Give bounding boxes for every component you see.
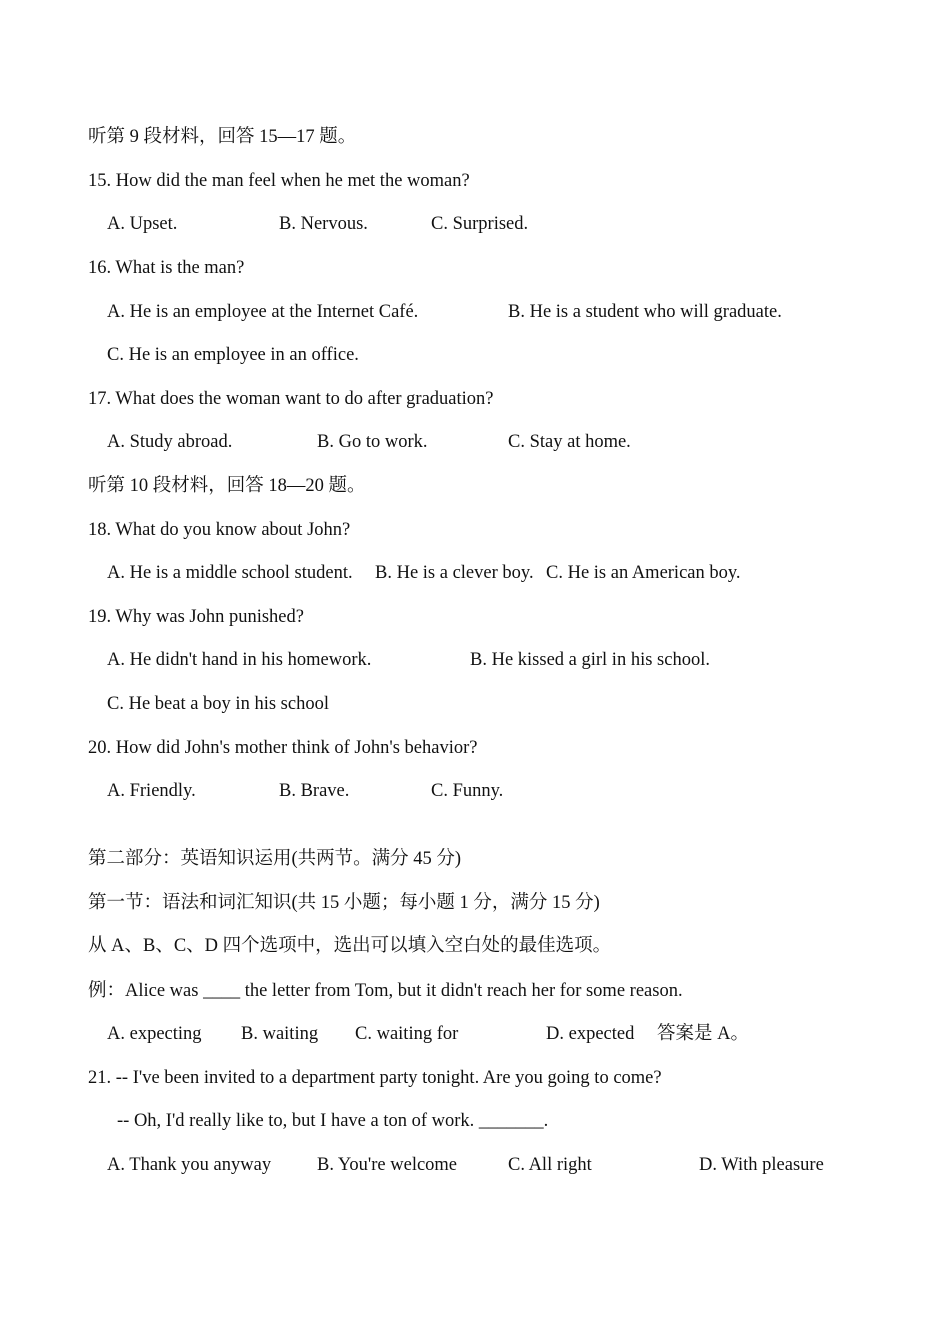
q17-option-a: A. Study abroad. [107,432,233,452]
q19-option-a: A. He didn't hand in his homework. [107,650,372,670]
question-17-stem: 17. What does the woman want to do after graduation? [88,389,494,409]
q17-option-c: C. Stay at home. [508,432,631,452]
section9-heading: 听第 9 段材料，回答 15—17 题。 [88,127,357,147]
q19-option-b: B. He kissed a girl in his school. [470,650,710,670]
q20-option-c: C. Funny. [431,781,504,801]
example-answer: 答案是 A。 [657,1024,749,1044]
example-stem: 例：Alice was ____ the letter from Tom, but it didn't reach her for some reason. [88,981,683,1001]
part2-section1-heading: 第一节：语法和词汇知识(共 15 小题；每小题 1 分，满分 15 分) [88,893,600,913]
question-18-stem: 18. What do you know about John? [88,520,351,540]
question-20-stem: 20. How did John's mother think of John's behavior? [88,738,478,758]
question-16-stem: 16. What is the man? [88,258,245,278]
q15-option-c: C. Surprised. [431,214,529,234]
q21-option-a: A. Thank you anyway [107,1155,272,1175]
q18-option-a: A. He is a middle school student. [107,563,353,583]
q16-option-c: C. He is an employee in an office. [107,345,359,365]
q21-option-d: D. With pleasure [699,1155,824,1175]
q16-option-b: B. He is a student who will graduate. [508,302,782,322]
part2-heading: 第二部分：英语知识运用(共两节。满分 45 分) [88,849,462,869]
q20-option-b: B. Brave. [279,781,350,801]
example-option-d: D. expected [546,1024,635,1044]
q21-option-b: B. You're welcome [317,1155,458,1175]
q18-option-b: B. He is a clever boy. [375,563,534,583]
q15-option-b: B. Nervous. [279,214,368,234]
q17-option-b: B. Go to work. [317,432,428,452]
question-19-stem: 19. Why was John punished? [88,607,304,627]
example-option-b: B. waiting [241,1024,319,1044]
question-21-reply: -- Oh, I'd really like to, but I have a ton of work. _______. [117,1111,549,1131]
q16-option-a: A. He is an employee at the Internet Café. [107,302,419,322]
q19-option-c: C. He beat a boy in his school [107,694,329,714]
q21-option-c: C. All right [508,1155,592,1175]
example-option-c: C. waiting for [355,1024,459,1044]
instructions: 从 A、B、C、D 四个选项中，选出可以填入空白处的最佳选项。 [88,936,612,956]
q18-option-c: C. He is an American boy. [546,563,741,583]
question-15-stem: 15. How did the man feel when he met the woman? [88,171,470,191]
example-option-a: A. expecting [107,1024,202,1044]
section10-heading: 听第 10 段材料，回答 18—20 题。 [88,476,366,496]
q20-option-a: A. Friendly. [107,781,196,801]
question-21-stem: 21. -- I've been invited to a department party tonight. Are you going to come? [88,1068,662,1088]
q15-option-a: A. Upset. [107,214,178,234]
